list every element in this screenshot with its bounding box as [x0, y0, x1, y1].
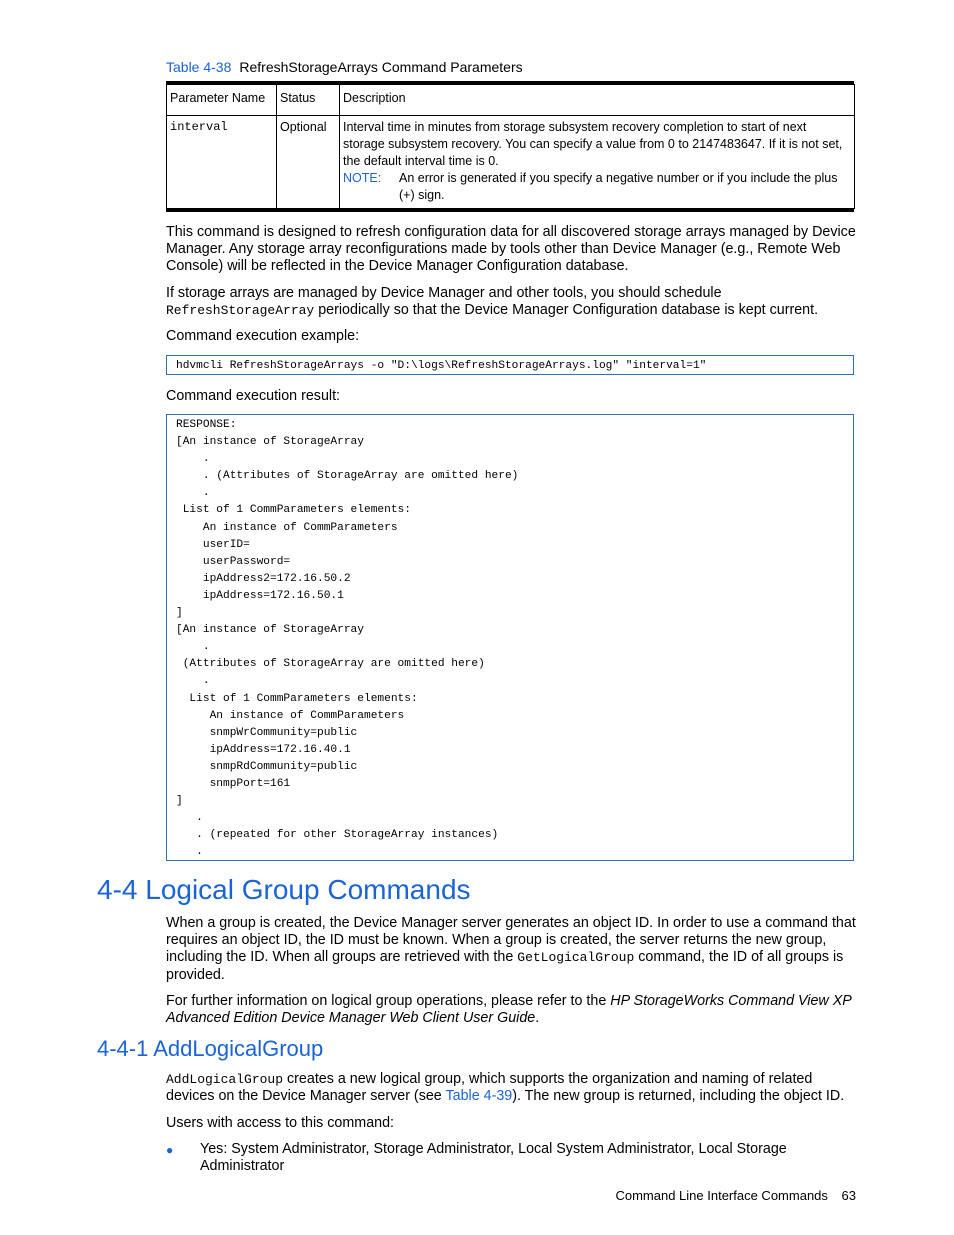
schedule-paragraph [166, 285, 856, 319]
intro-paragraph: This command is designed to refresh configuration data for all discovered storage arrays managed by Device Manager. Any storage array reconfigurations made by tools other than Device Manager (e.g., Remote Web Console) will be reflected in the Device Manager Configuration database. [166, 224, 856, 275]
section-p1-text: When a group is created, the Device Manager server generates an object ID. In order to use a command that requires an object ID, the ID must be known. When a group is created, the server returns the new group, including the ID. When all groups are retrieved with the [166, 915, 856, 966]
table-4-39-link[interactable]: Table 4-39 [445, 1088, 513, 1105]
result-output: RESPONSE: [An instance of StorageArray . . (Attributes of StorageArray are omitted here) . List of 1 CommParameters elements: An instance of CommParameters userID= userPassword= ipAddress2=172.16.50.2 ipAddress=172.16.50.1 ] [An instance of StorageArray . (Attributes of StorageArray are omitted here) . List of 1 CommParameters elements: An instance of CommParameters snmpWrCommunity=public ipAddress=172.16.40.1 snmpRdCommunity=public snmpPort=161 ] . . (repeated for other StorageArray instances) . [176, 419, 519, 859]
note [343, 170, 851, 204]
table-row [167, 116, 855, 209]
result-output-box [166, 414, 854, 861]
section-p1-end: command, the ID of all groups is provided. [166, 949, 844, 983]
param-description-cell [340, 116, 855, 209]
schedule-text-after: periodically so that the Device Manager Configuration database is kept current. [314, 302, 819, 319]
note-text: An error is generated if you specify a negative number or if you include the plus (+) sign. [399, 171, 838, 202]
subsection-heading: 4-4-1 AddLogicalGroup [97, 1036, 324, 1061]
user-guide-title: HP StorageWorks Command View XP Advanced Edition Device Manager Web Client User Guide [166, 993, 852, 1027]
table-header-row [167, 85, 855, 116]
header-parameter-name: Parameter Name [167, 85, 277, 116]
bullet-text: Yes: System Administrator, Storage Administrator, Local System Administrator, Local Storage Administrator [200, 1141, 787, 1175]
section-paragraph-1 [166, 915, 856, 984]
section-p2-text: For further information on logical group operations, please refer to the [166, 993, 611, 1009]
table-title: RefreshStorageArrays Command Parameters [239, 59, 523, 75]
subsection-p1-text: creates a new logical group, which supports the organization and naming of related devices on the Device Manager server (see [166, 1071, 813, 1105]
header-description: Description [340, 85, 855, 116]
parameters-table [166, 81, 854, 212]
section-paragraph-2 [166, 993, 856, 1027]
param-status-cell: Optional [277, 116, 340, 209]
param-name-cell: interval [167, 116, 277, 209]
subsection-p1-end: ). The new group is returned, including the object ID. [512, 1088, 845, 1105]
note-label: NOTE: [343, 171, 382, 185]
param-description-text: Interval time in minutes from storage subsystem recovery completion to start of next storage subsystem recovery. You can specify a value from 0 to 2147483647. If it is not set, the default interval time is 0. [343, 120, 843, 168]
header-status: Status [277, 85, 340, 116]
example-command-box [166, 355, 854, 375]
subsection-paragraph [166, 1071, 856, 1105]
result-label: Command execution result: [166, 388, 341, 404]
table-number: Table 4-38 [166, 59, 232, 75]
schedule-text-before: If storage arrays are managed by Device Manager and other tools, you should schedule [166, 285, 722, 301]
example-label: Command execution example: [166, 328, 360, 344]
section-p2-end: . [535, 1010, 540, 1027]
list-item [166, 1141, 856, 1175]
footer-chapter: Command Line Interface Commands [615, 1188, 828, 1203]
section-heading: 4-4 Logical Group Commands [97, 874, 471, 905]
addlogicalgroup-code: AddLogicalGroup [166, 1072, 284, 1087]
page-footer [615, 1188, 856, 1203]
example-command: hdvmcli RefreshStorageArrays -o "D:\logs\RefreshStorageArrays.log" "interval=1" [176, 360, 707, 372]
table-caption [166, 59, 523, 75]
bullet-icon: ● [166, 1143, 174, 1157]
users-label: Users with access to this command: [166, 1115, 395, 1131]
getlogicalgroup-code: GetLogicalGroup [517, 950, 635, 966]
refresh-command-code: RefreshStorageArray [166, 303, 315, 319]
table-bottom-rule [166, 209, 854, 212]
page-number: 63 [841, 1188, 856, 1203]
